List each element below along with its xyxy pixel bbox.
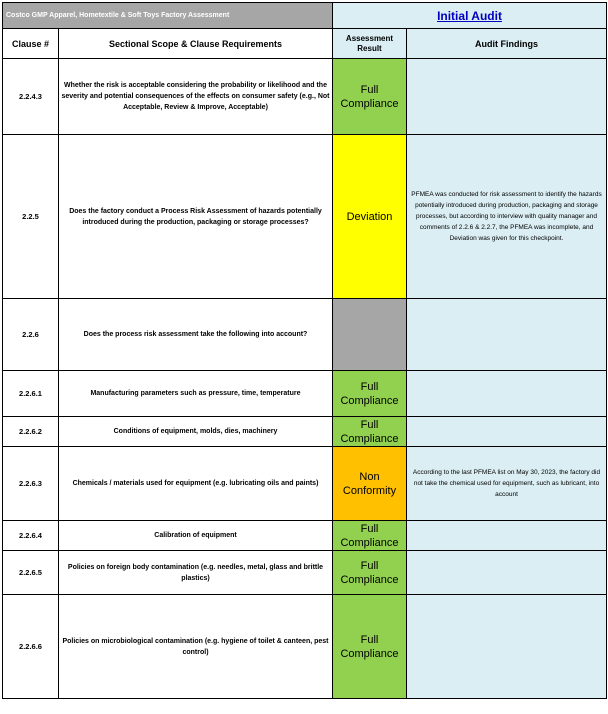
requirement-text: Calibration of equipment bbox=[59, 521, 333, 551]
clause-number: 2.2.6.5 bbox=[3, 551, 59, 595]
scope-column-header: Sectional Scope & Clause Requirements bbox=[59, 29, 333, 59]
table-row bbox=[3, 595, 607, 699]
requirement-text: Manufacturing parameters such as pressure, time, temperature bbox=[59, 371, 333, 417]
assessment-title: Costco GMP Apparel, Hometextile & Soft Toys Factory Assessment bbox=[3, 3, 333, 29]
requirement-text: Conditions of equipment, molds, dies, machinery bbox=[59, 417, 333, 447]
requirement-text: Does the factory conduct a Process Risk Assessment of hazards potentially introduced during the production, packaging or storage processes? bbox=[59, 135, 333, 299]
clause-number: 2.2.6.4 bbox=[3, 521, 59, 551]
header-row bbox=[3, 29, 607, 59]
audit-finding bbox=[407, 521, 607, 551]
audit-finding bbox=[407, 59, 607, 135]
assessment-result: Full Compliance bbox=[333, 595, 407, 699]
assessment-table bbox=[2, 2, 607, 699]
requirement-text: Whether the risk is acceptable considering the probability or likelihood and the severity and potential consequences of the effects on consumer safety (e.g., Not Acceptable, Review & Improve, Acceptable) bbox=[59, 59, 333, 135]
clause-column-header: Clause # bbox=[3, 29, 59, 59]
assessment-result bbox=[333, 299, 407, 371]
table-row bbox=[3, 371, 607, 417]
assessment-result: Full Compliance bbox=[333, 59, 407, 135]
audit-finding bbox=[407, 417, 607, 447]
audit-finding bbox=[407, 551, 607, 595]
clause-number: 2.2.4.3 bbox=[3, 59, 59, 135]
initial-audit-cell bbox=[333, 3, 607, 29]
assessment-result: Full Compliance bbox=[333, 521, 407, 551]
audit-finding bbox=[407, 595, 607, 699]
assessment-result: Full Compliance bbox=[333, 371, 407, 417]
assessment-result: Full Compliance bbox=[333, 417, 407, 447]
clause-number: 2.2.6.1 bbox=[3, 371, 59, 417]
clause-number: 2.2.6.6 bbox=[3, 595, 59, 699]
clause-number: 2.2.6.3 bbox=[3, 447, 59, 521]
requirement-text: Chemicals / materials used for equipment (e.g. lubricating oils and paints) bbox=[59, 447, 333, 521]
assessment-result: Deviation bbox=[333, 135, 407, 299]
clause-number: 2.2.6.2 bbox=[3, 417, 59, 447]
table-row bbox=[3, 417, 607, 447]
title-row bbox=[3, 3, 607, 29]
table-row bbox=[3, 551, 607, 595]
findings-column-header: Audit Findings bbox=[407, 29, 607, 59]
audit-finding: According to the last PFMEA list on May 30, 2023, the factory did not take the chemical used for equipment, such as lubricant, into account bbox=[407, 447, 607, 521]
requirement-text: Policies on microbiological contamination (e.g. hygiene of toilet & canteen, pest control) bbox=[59, 595, 333, 699]
assessment-result: Full Compliance bbox=[333, 551, 407, 595]
clause-number: 2.2.6 bbox=[3, 299, 59, 371]
assessment-result: Non Conformity bbox=[333, 447, 407, 521]
table-row bbox=[3, 299, 607, 371]
audit-finding bbox=[407, 299, 607, 371]
initial-audit-link[interactable]: Initial Audit bbox=[437, 8, 502, 23]
requirement-text: Policies on foreign body contamination (e.g. needles, metal, glass and brittle plastics) bbox=[59, 551, 333, 595]
audit-finding: PFMEA was conducted for risk assessment to identify the hazards potentially introduced during production, packaging and storage processes, but according to interview with quality manager and comments of 2.2.6 & 2.2.7, the PFMEA was incomplete, and Deviation was given for this checkpoint. bbox=[407, 135, 607, 299]
result-column-header: Assessment Result bbox=[333, 29, 407, 59]
requirement-text: Does the process risk assessment take the following into account? bbox=[59, 299, 333, 371]
clause-number: 2.2.5 bbox=[3, 135, 59, 299]
table-row bbox=[3, 521, 607, 551]
table-row bbox=[3, 447, 607, 521]
table-row bbox=[3, 135, 607, 299]
audit-finding bbox=[407, 371, 607, 417]
table-row bbox=[3, 59, 607, 135]
